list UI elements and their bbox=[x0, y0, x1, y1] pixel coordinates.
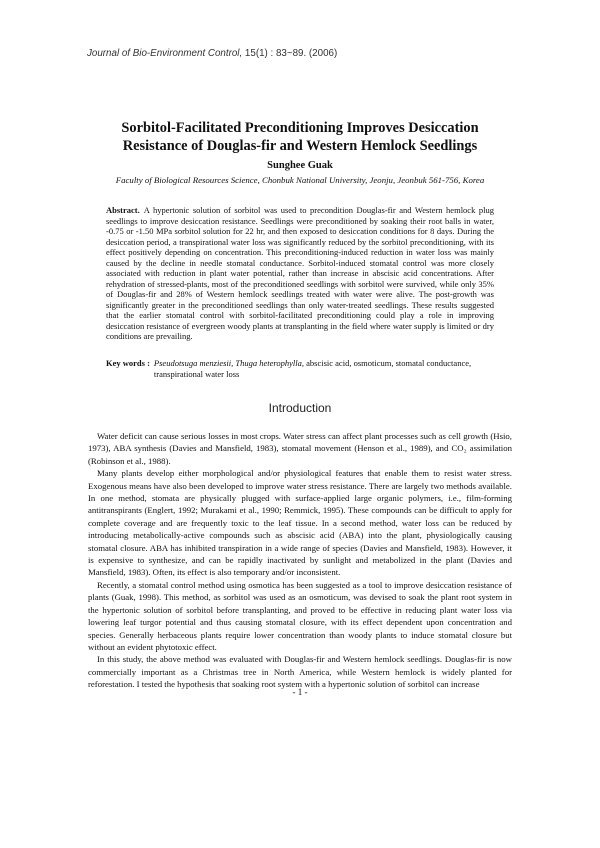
page-number: - 1 - bbox=[292, 687, 308, 697]
paper-title-line-2: Resistance of Douglas-fir and Western Hemlock Seedlings bbox=[122, 138, 478, 154]
abstract-text: A hypertonic solution of sorbitol was used to precondition Douglas-fir and Western hemlock plug seedlings to improve desiccation resistance. Seedlings were preconditioned by soaking their root balls in water, -0.75 or -1.50 MPa sorbitol solution for 22 hr, and then exposed to desiccation conditions for 8 days. During the desiccation period, a transpirational water loss was significantly reduced by the sorbitol preconditioning, with its effect positively depending on concentration. This preconditioning-induced reduction in water loss was mainly caused by the decline in needle stomatal conductance. Sorbitol-induced stomatal control was more closely associated with reduction in plant water potential, rather than increase in abscisic acid concentrations. After rehydration of stressed-plants, most of the preconditioned seedlings with sorbitol were survived, while only 35% of Douglas-fir and 28% of Western hemlock seedlings treated with water were alive. The post-growth was significantly greater in the preconditioned seedlings than only water-treated seedlings. These results suggested that the earlier stomatal control with sorbitol-facilitated preconditioning could play a role in improving desiccation resistance of evergreen woody plants at transplanting in the field where water supply is limited or dry conditions are prevailing. bbox=[106, 205, 494, 341]
keywords-label: Key words : bbox=[106, 358, 150, 368]
keywords bbox=[106, 358, 494, 380]
journal-citation-header bbox=[87, 48, 337, 59]
keywords-terms: abscisic acid, osmoticum, stomatal conductance, transpirational water loss bbox=[153, 358, 472, 379]
keywords-list bbox=[154, 358, 494, 380]
body-paragraph: In this study, the above method was evaluated with Douglas-fir and Western hemlock seedlings. Douglas-fir is now commercially important as a Christmas tree in North America, while Western hemlock is widely planted for reforestation. I tested the hypothesis that soaking root system with a hypertonic solution of sorbitol can increase bbox=[88, 654, 512, 690]
body-paragraph: Water deficit can cause serious losses in most crops. Water stress can affect plant processes such as cell growth (Hsio, 1973), ABA synthesis (Davies and Mansfield, 1983), stomatal movement (Henson et al., 1989), and CO₂ assimilation (Robinson et al., 1988). bbox=[88, 431, 512, 466]
abstract bbox=[106, 205, 494, 342]
author-affiliation: Faculty of Biological Resources Science, Chonbuk National University, Jeonju, Jeonbuk 561-756, Korea bbox=[115, 175, 485, 185]
abstract-label: Abstract. bbox=[106, 205, 140, 215]
body-paragraph: Many plants develop either morphological and/or physiological features that enable them to resist water stress. Exogenous means have also been developed to improve water stress resistance. There are largely two methods available. In one method, stomata are physically plugged with surface-applied large organic polymers, i.e., film-forming antitranspirants (Englert, 1992; Murakami et al., 1990; Remmick, 1995). These compounds can be difficult to apply for complete coverage and are frequently toxic to the leaf tissue. In a second method, water loss can be reduced by introducing metabolically-active compounds such as abscisic acid (ABA) into the plant, physiologically causing stomatal closure. ABA has inhibited transpiration in a wide range of species (Davies and Mansfield, 1983). However, it is expensive to synthesize, and can be rapidly inactivated by sunlight and metabolized in the plant (Davies and Mansfield, 1983). Often, its effect is also temporary and/or inconsistent. bbox=[88, 468, 512, 578]
author-name: Sunghee Guak bbox=[267, 160, 333, 171]
section-heading-introduction: Introduction bbox=[268, 401, 332, 415]
introduction-body bbox=[88, 430, 512, 691]
keywords-species: Pseudotsuga menziesii, Thuga heterophylla, bbox=[153, 358, 304, 368]
paper-title bbox=[60, 119, 540, 155]
paper-title-line-1: Sorbitol-Facilitated Preconditioning Improves Desiccation bbox=[121, 120, 479, 136]
journal-name: Journal of Bio-Environment Control, bbox=[87, 48, 243, 59]
body-paragraph: Recently, a stomatal control method using osmotica has been suggested as a tool to improve desiccation resistance of plants (Guak, 1998). This method, as sorbitol was used as an osmoticum, was devised to soak the plant root system in the hypertonic solution of sorbitol before transplanting, and proved to be effective in reducing plant water loss via lowering leaf turgor potential and thus causing stomatal closure, with its effect dependent upon concentration and species. Generally herbaceous plants require lower concentration than woody plants to induce stomatal closure but without an evident phytotoxic effect. bbox=[88, 579, 512, 652]
journal-volume-pages: 15(1) : 83~89. (2006) bbox=[242, 48, 338, 59]
